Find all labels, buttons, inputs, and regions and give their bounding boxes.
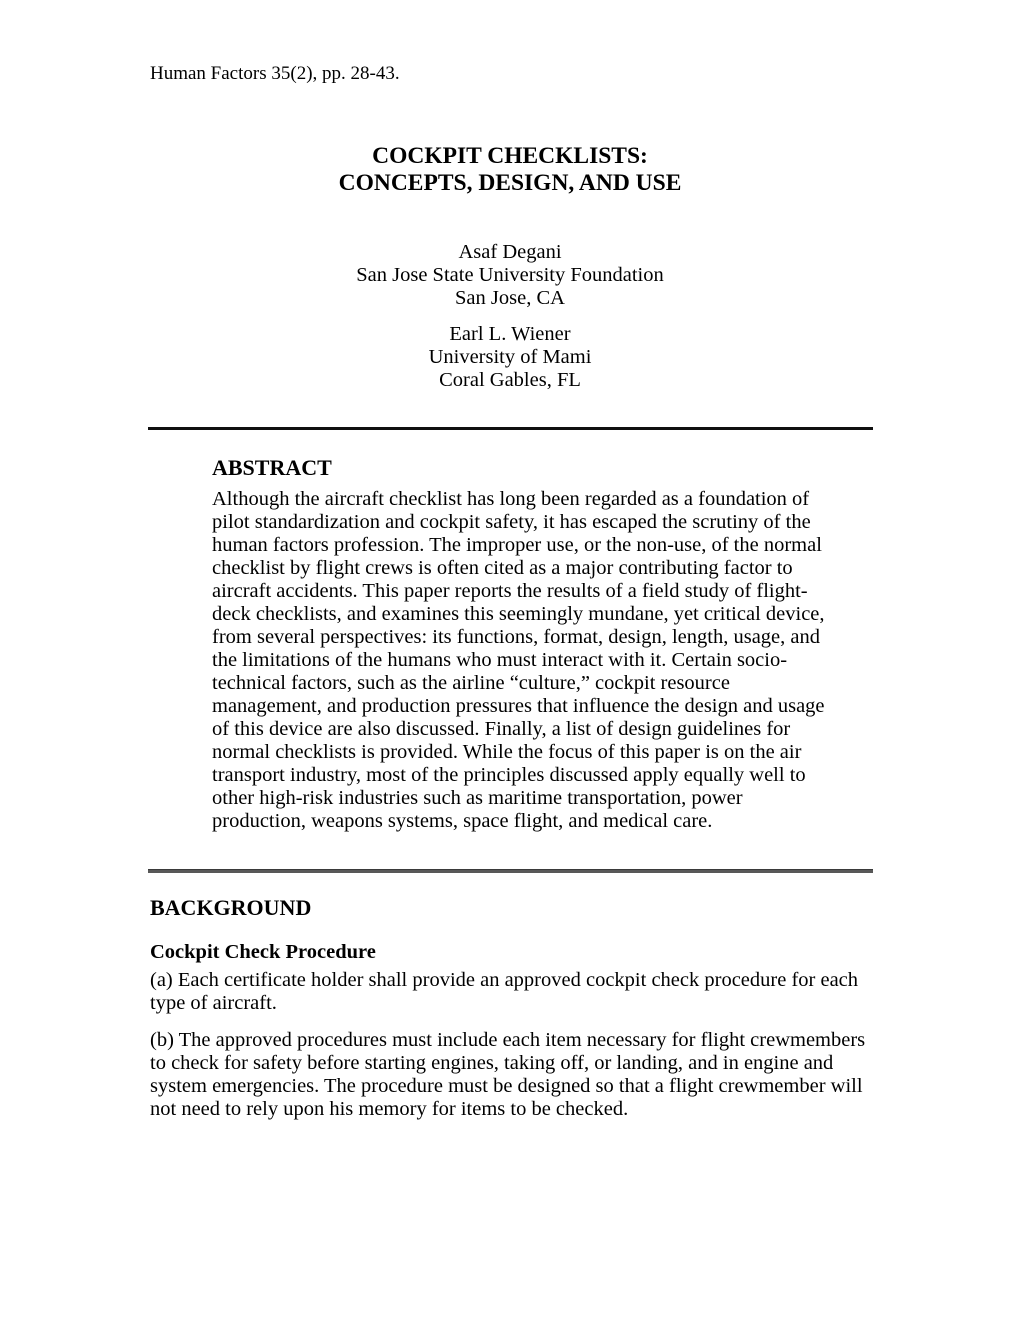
divider-bottom-rule (148, 869, 873, 873)
background-paragraph-b: (b) The approved procedures must include each item necessary for flight crewmembers to check for safety before starting engines, taking off, or landing, and in engine and system emergencies. The procedure must be designed so that a flight crewmember will not need to rely upon his memory for items to be checked. (150, 1029, 866, 1120)
paper-title (0, 143, 1020, 197)
journal-citation: Human Factors 35(2), pp. 28-43. (150, 63, 400, 84)
author-name: Earl L. Wiener (449, 323, 571, 345)
abstract-heading: ABSTRACT (212, 455, 332, 480)
divider-top-rule (148, 427, 873, 430)
author-group-wiener (0, 323, 1020, 392)
author-location: Coral Gables, FL (439, 369, 581, 391)
background-section-heading: BACKGROUND (150, 895, 312, 920)
author-affiliation: San Jose State University Foundation (356, 264, 664, 286)
author-affiliation: University of Mami (428, 346, 592, 368)
paper-title-line1: COCKPIT CHECKLISTS: (372, 143, 648, 169)
author-group-degani (0, 241, 1020, 310)
background-paragraph-a: (a) Each certificate holder shall provide an approved cockpit check procedure for each type of aircraft. (150, 969, 859, 1014)
paper-title-line2: CONCEPTS, DESIGN, AND USE (338, 170, 682, 196)
author-location: San Jose, CA (455, 287, 565, 309)
authors-block (0, 241, 1020, 392)
abstract-text: Although the aircraft checklist has long been regarded as a foundation of pilot standardization and cockpit safety, it has escaped the scrutiny of the human factors profession. The improper use, or the non-use, of the normal checklist by flight crews is often cited as a major contributing factor to aircraft accidents. This paper reports the results of a field study of flight-deck checklists, and examines this seemingly mundane, yet critical device, from several perspectives: its functions, format, design, length, usage, and the limitations of the humans who must interact with it. Certain socio-technical factors, such as the airline “culture,” cockpit resource management, and production pressures that influence the design and usage of this device are also discussed. Finally, a list of design guidelines for normal checklists is provided. While the focus of this paper is on the air transport industry, most of the principles discussed apply equally well to other high-risk industries such as maritime transportation, power production, weapons systems, space flight, and medical care. (212, 488, 825, 832)
cockpit-check-procedure-subheading: Cockpit Check Procedure (150, 941, 376, 963)
author-name: Asaf Degani (458, 241, 562, 263)
